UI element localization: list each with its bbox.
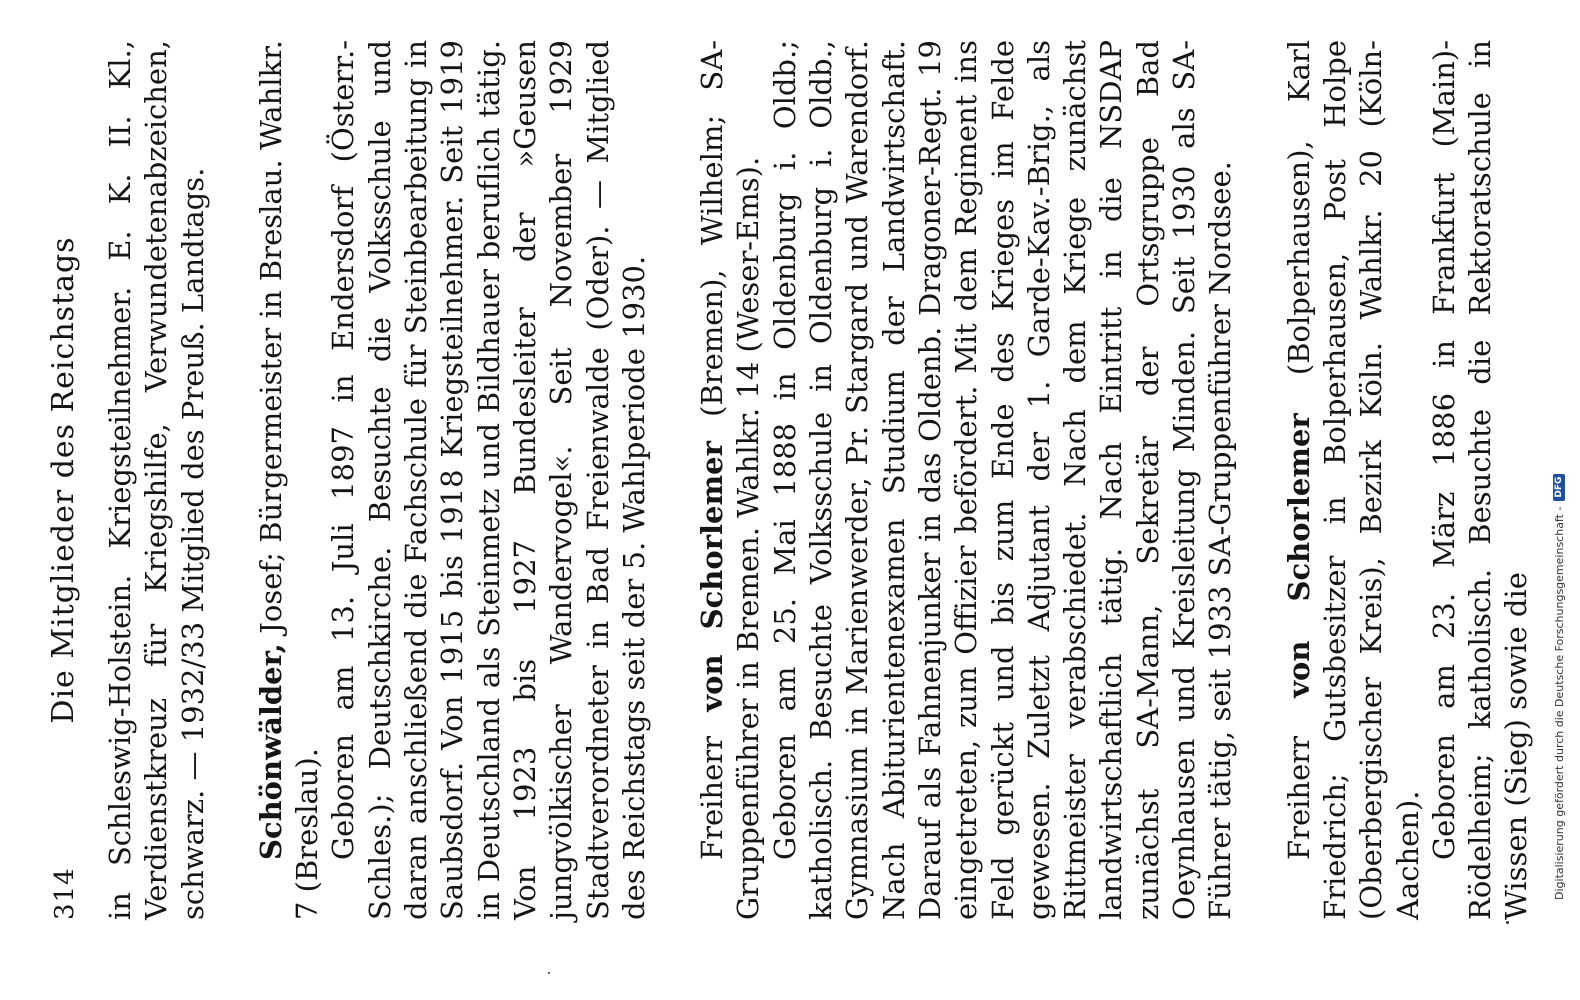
scan-speck: [1506, 921, 1509, 924]
dfg-logo-icon: DFG: [1553, 474, 1565, 501]
biography-entry: [253, 40, 652, 920]
digitization-credit: [1548, 20, 1570, 920]
biography-entry: [1281, 40, 1535, 920]
entry-body: Geboren am 25. Mai 1888 in Oldenburg i. Oldb.; katholisch. Besuchte Volksschule in Oldenburg i. Oldb., Gymnasium in Marienwerder, Pr. Stargard und Warendorf. Nach Abiturientenexamen Studium der Landwirtschaft. Darauf als Fahnenjunker in das Oldenb. Dragoner-Regt. 19 eingetreten, zum Offizier befördert. Mit dem Regiment ins Feld gerückt und bis zum Ende des Krieges im Felde gewesen. Zuletzt Adjutant der 1. Garde-Kav.-Brig., als Rittmeister verabschiedet. Nach dem Kriege zunächst landwirtschaftlich tätig. Nach Eintritt in die NSDAP zunächst SA-Mann, Sekretär der Ortsgruppe Bad Oeynhausen und Kreisleitung Minden. Seit 1930 als SA-Führer tätig, seit 1933 SA-Gruppenführer Nordsee.: [767, 40, 1238, 920]
entry-heading: [1281, 40, 1426, 920]
entry-heading: [694, 40, 767, 920]
credit-line: [1548, 20, 1570, 900]
entry-intro: (Bremen), Wilhelm; SA-Gruppenführer in Bremen. Wahlkr. 14 (Weser-Ems).: [695, 40, 766, 920]
biography-entry: [694, 40, 1238, 920]
entry-body: Geboren am 23. März 1886 in Frankfurt (Main)-Rödelheim; katholisch. Besuchte die Rektoratschule in Wissen (Sieg) sowie die: [1426, 40, 1534, 920]
entry-intro: Josef; Bürgermeister in Breslau. Wahlkr. 7 (Breslau).: [253, 40, 325, 920]
scan-speck: [548, 972, 550, 974]
entry-prefix: Freiherr: [1281, 697, 1316, 860]
page-header: [32, 40, 102, 920]
entry-name: von Schorlemer: [1281, 413, 1316, 698]
continuation-paragraph: in Schleswig-Holstein. Kriegsteilnehmer. E. K. II. Kl., Verdienstkreuz für Kriegshilfe, Verwundetenabzeichen, schwarz. — 1932/33 Mitglied des Preuß. Landtags.: [103, 40, 210, 920]
page-number: 314: [50, 867, 80, 920]
entry-prefix: Freiherr: [695, 711, 730, 860]
entry-intro: (Bolperhausen), Karl Friedrich; Gutsbesitzer in Bolperhausen, Post Holpe (Oberbergischer Kreis), Bezirk Köln. Wahlkr. 20 (Köln-Aachen).: [1281, 40, 1425, 920]
entry-name: Schönwälder,: [253, 643, 288, 860]
running-head: Die Mitglieder des Reichstags: [46, 236, 81, 724]
entry-name: von Schorlemer: [695, 441, 730, 712]
page-content: [32, 40, 1534, 920]
entry-heading: [253, 40, 326, 920]
entry-body: Geboren am 13. Juli 1897 in Endersdorf (Österr.-Schles.); Deutschkirche. Besuchte die Volksschule und daran anschließend die Fachschule für Steinbearbeitung in Saubsdorf. Von 1915 bis 1918 Kriegsteilnehmer. Seit 1919 in Deutschland als Steinmetz und Bildhauer beruflich tätig. Von 1923 bis 1927 Bundesleiter der »Geusen jungvölkischer Wandervogel«. Seit November 1929 Stadtverordneter in Bad Freienwalde (Oder). — Mitglied des Reichstags seit der 5. Wahlperiode 1930.: [326, 40, 651, 920]
credit-text: Digitalisierung gefördert durch die Deutsche Forschungsgemeinschaft -: [1552, 506, 1566, 900]
